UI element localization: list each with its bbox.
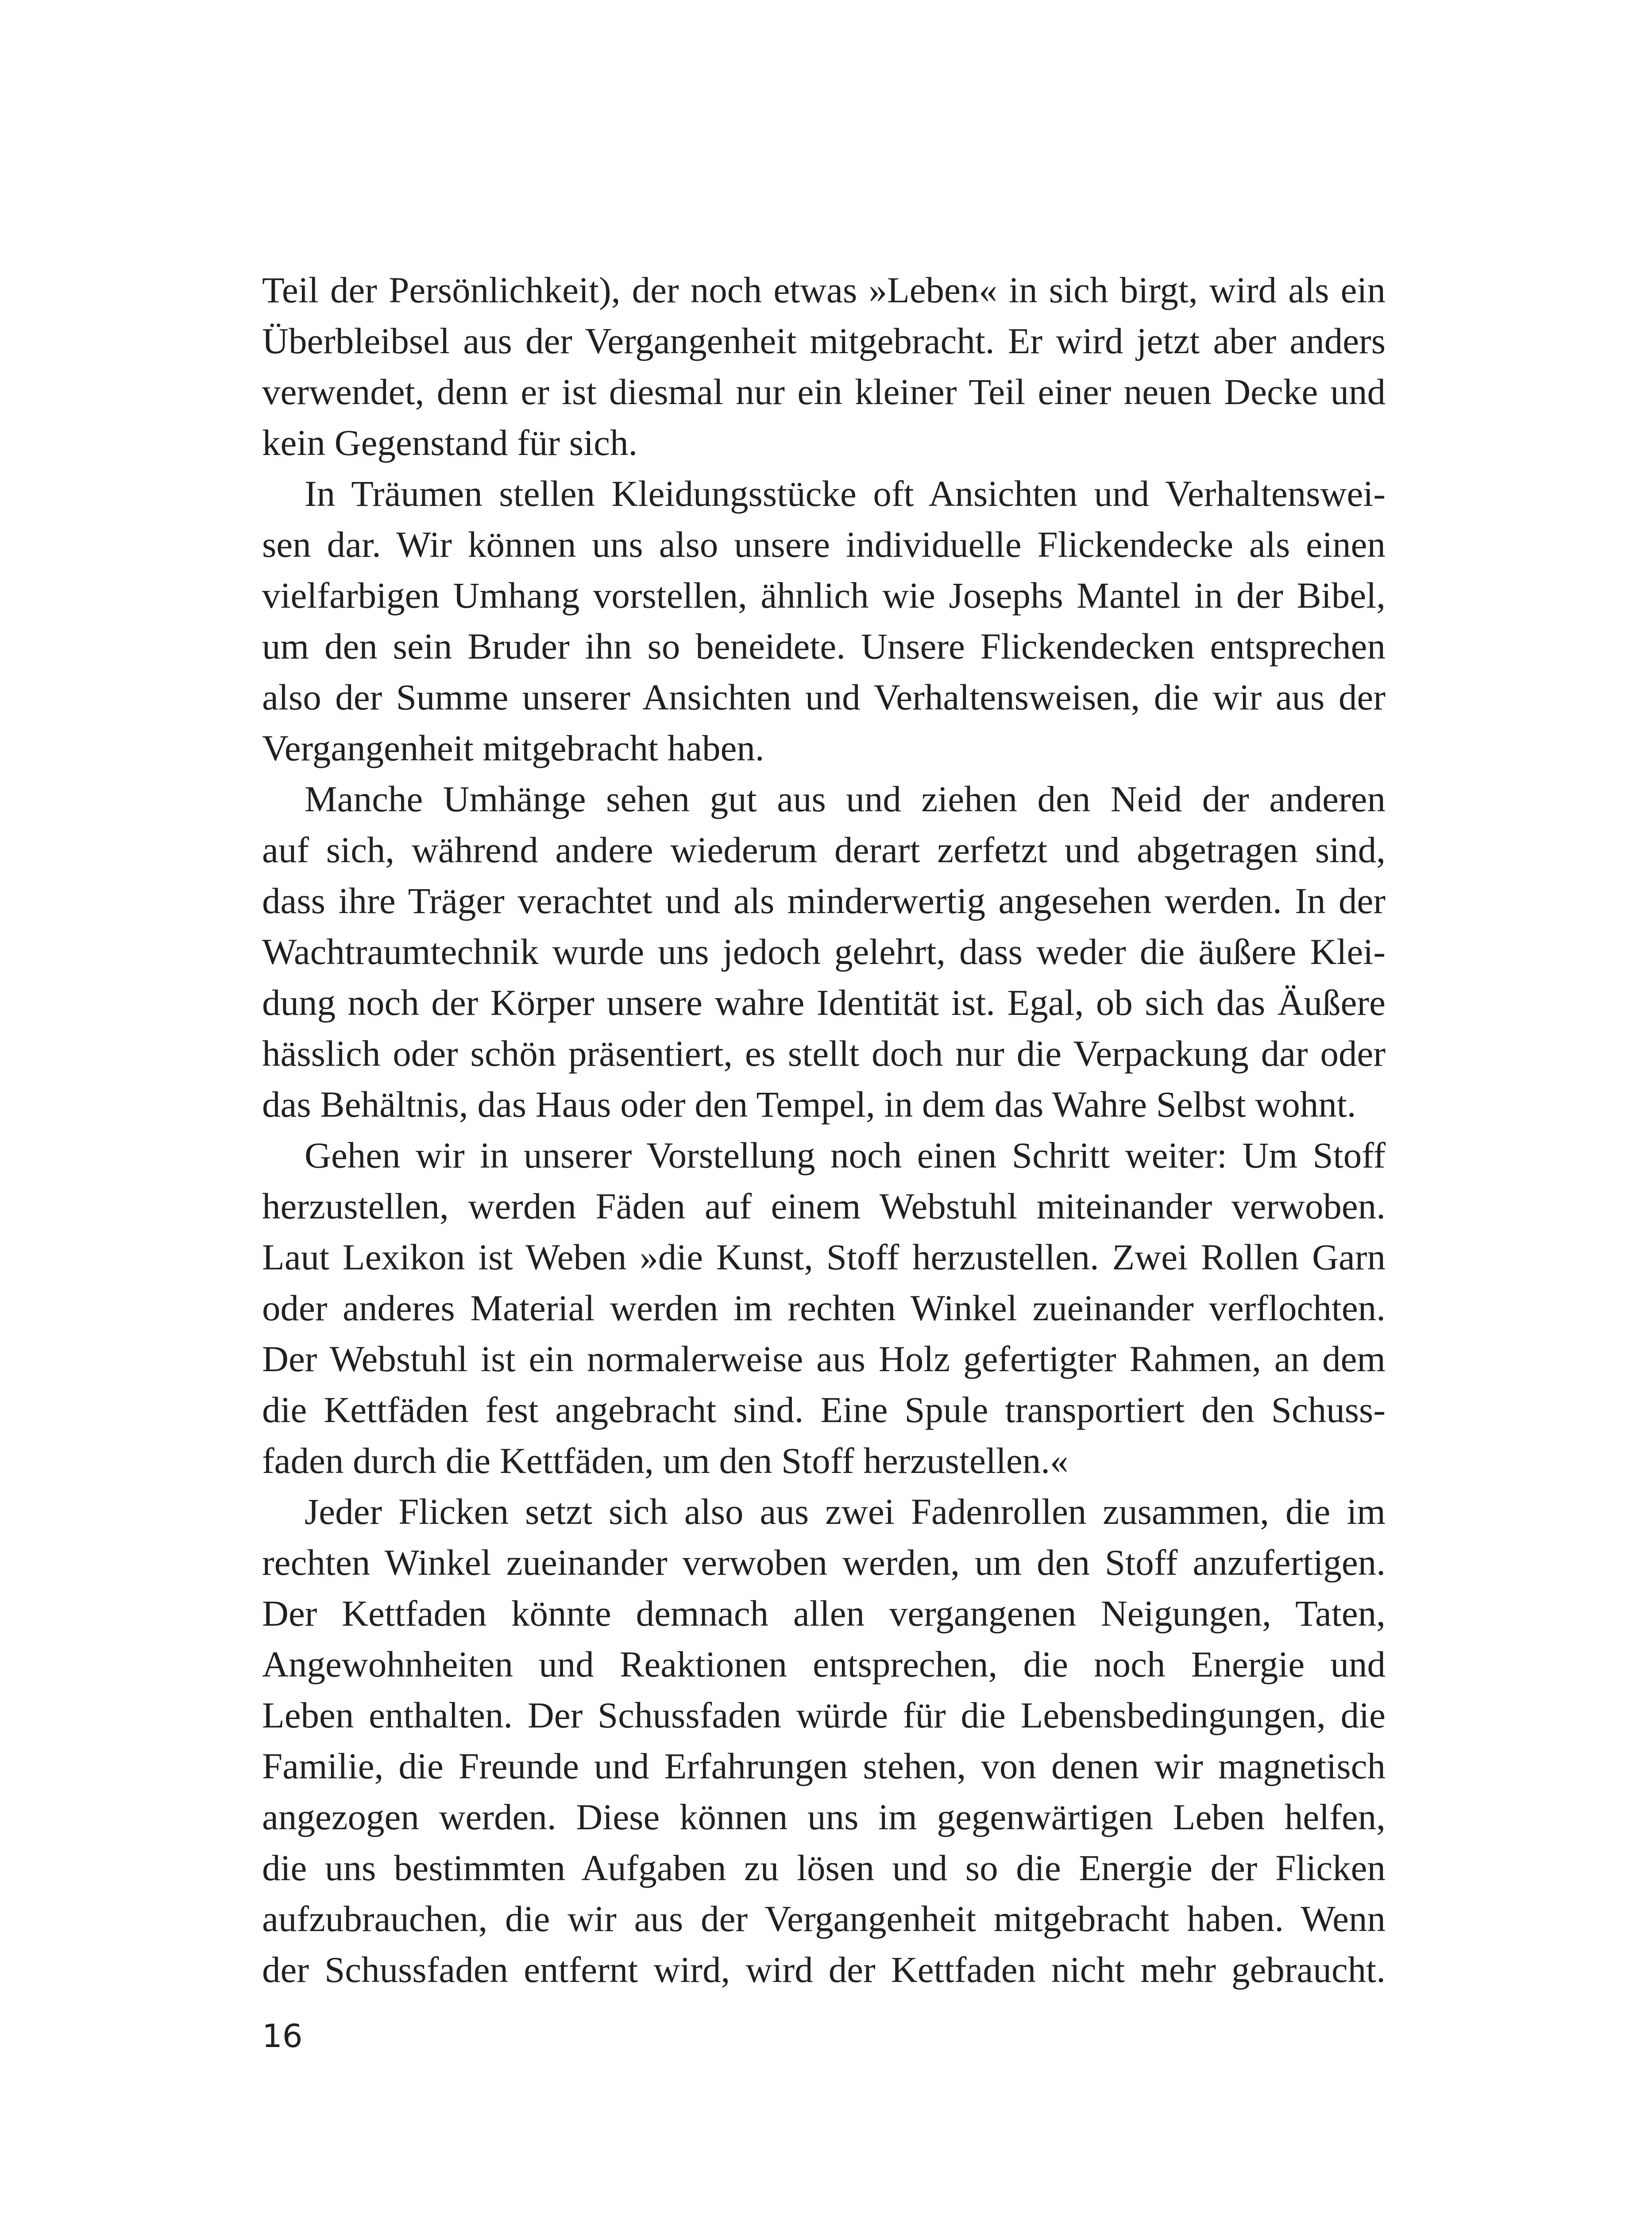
text-line: verwendet, denn er ist diesmal nur ein kleiner Teil einer neuen Decke und	[262, 371, 1386, 412]
text-line: Gehen wir in unserer Vorstellung noch einen Schritt weiter: Um Stoff	[305, 1135, 1386, 1176]
text-line: auf sich, während andere wiederum derart zerfetzt und abgetragen sind,	[262, 829, 1386, 870]
text-line: der Schussfaden entfernt wird, wird der Kettfaden nicht mehr gebraucht.	[262, 1949, 1386, 1990]
text-line: oder anderes Material werden im rechten Winkel zueinander verflochten.	[262, 1288, 1386, 1328]
text-line: kein Gegenstand für sich.	[262, 422, 638, 463]
body-text	[262, 265, 1386, 1995]
text-line: dass ihre Träger verachtet und als minderwertig angesehen werden. In der	[262, 880, 1386, 921]
text-line: aufzubrauchen, die wir aus der Vergangenheit mitgebracht haben. Wenn	[262, 1898, 1386, 1939]
page-number: 16	[262, 2017, 303, 2055]
text-line: Familie, die Freunde und Erfahrungen stehen, von denen wir magnetisch	[262, 1746, 1386, 1786]
text-line: rechten Winkel zueinander verwoben werden, um den Stoff anzufertigen.	[262, 1542, 1386, 1583]
text-line: Der Webstuhl ist ein normalerweise aus Holz gefertigter Rahmen, an dem	[262, 1338, 1386, 1379]
text-line: Laut Lexikon ist Weben »die Kunst, Stoff herzustellen. Zwei Rollen Garn	[262, 1237, 1386, 1277]
text-line: das Behältnis, das Haus oder den Tempel, in dem das Wahre Selbst wohnt.	[262, 1084, 1356, 1125]
text-line: In Träumen stellen Kleidungsstücke oft Ansichten und Verhaltenswei-	[305, 473, 1386, 514]
text-line: Jeder Flicken setzt sich also aus zwei Fadenrollen zusammen, die im	[305, 1491, 1386, 1532]
text-line: Angewohnheiten und Reaktionen entsprechen, die noch Energie und	[262, 1644, 1386, 1685]
text-line: Teil der Persönlichkeit), der noch etwas »Leben« in sich birgt, wird als ein	[262, 270, 1386, 310]
text-line: die Kettfäden fest angebracht sind. Eine Spule transportiert den Schuss-	[262, 1389, 1386, 1430]
text-line: herzustellen, werden Fäden auf einem Webstuhl miteinander verwoben.	[262, 1186, 1386, 1226]
text-line: Leben enthalten. Der Schussfaden würde für die Lebensbedingungen, die	[262, 1695, 1386, 1735]
text-line: Überbleibsel aus der Vergangenheit mitgebracht. Er wird jetzt aber anders	[262, 320, 1386, 361]
text-line: die uns bestimmten Aufgaben zu lösen und so die Energie der Flicken	[262, 1847, 1386, 1888]
text-line: dung noch der Körper unsere wahre Identität ist. Egal, ob sich das Äußere	[262, 982, 1386, 1023]
text-line: hässlich oder schön präsentiert, es stellt doch nur die Verpackung dar oder	[262, 1033, 1386, 1074]
text-line: Manche Umhänge sehen gut aus und ziehen den Neid der anderen	[305, 779, 1386, 819]
text-line: also der Summe unserer Ansichten und Verhaltensweisen, die wir aus der	[262, 677, 1386, 717]
text-line: angezogen werden. Diese können uns im gegenwärtigen Leben helfen,	[262, 1797, 1386, 1837]
text-line: faden durch die Kettfäden, um den Stoff herzustellen.«	[262, 1440, 1069, 1481]
text-line: Wachtraumtechnik wurde uns jedoch gelehrt, dass weder die äußere Klei-	[262, 931, 1386, 972]
text-line: um den sein Bruder ihn so beneidete. Unsere Flickendecken entsprechen	[262, 626, 1386, 667]
text-line: Der Kettfaden könnte demnach allen vergangenen Neigungen, Taten,	[262, 1593, 1386, 1634]
text-line: sen dar. Wir können uns also unsere individuelle Flickendecke als einen	[262, 524, 1386, 565]
text-line: Vergangenheit mitgebracht haben.	[262, 728, 764, 768]
text-line: vielfarbigen Umhang vorstellen, ähnlich wie Josephs Mantel in der Bibel,	[262, 575, 1386, 616]
